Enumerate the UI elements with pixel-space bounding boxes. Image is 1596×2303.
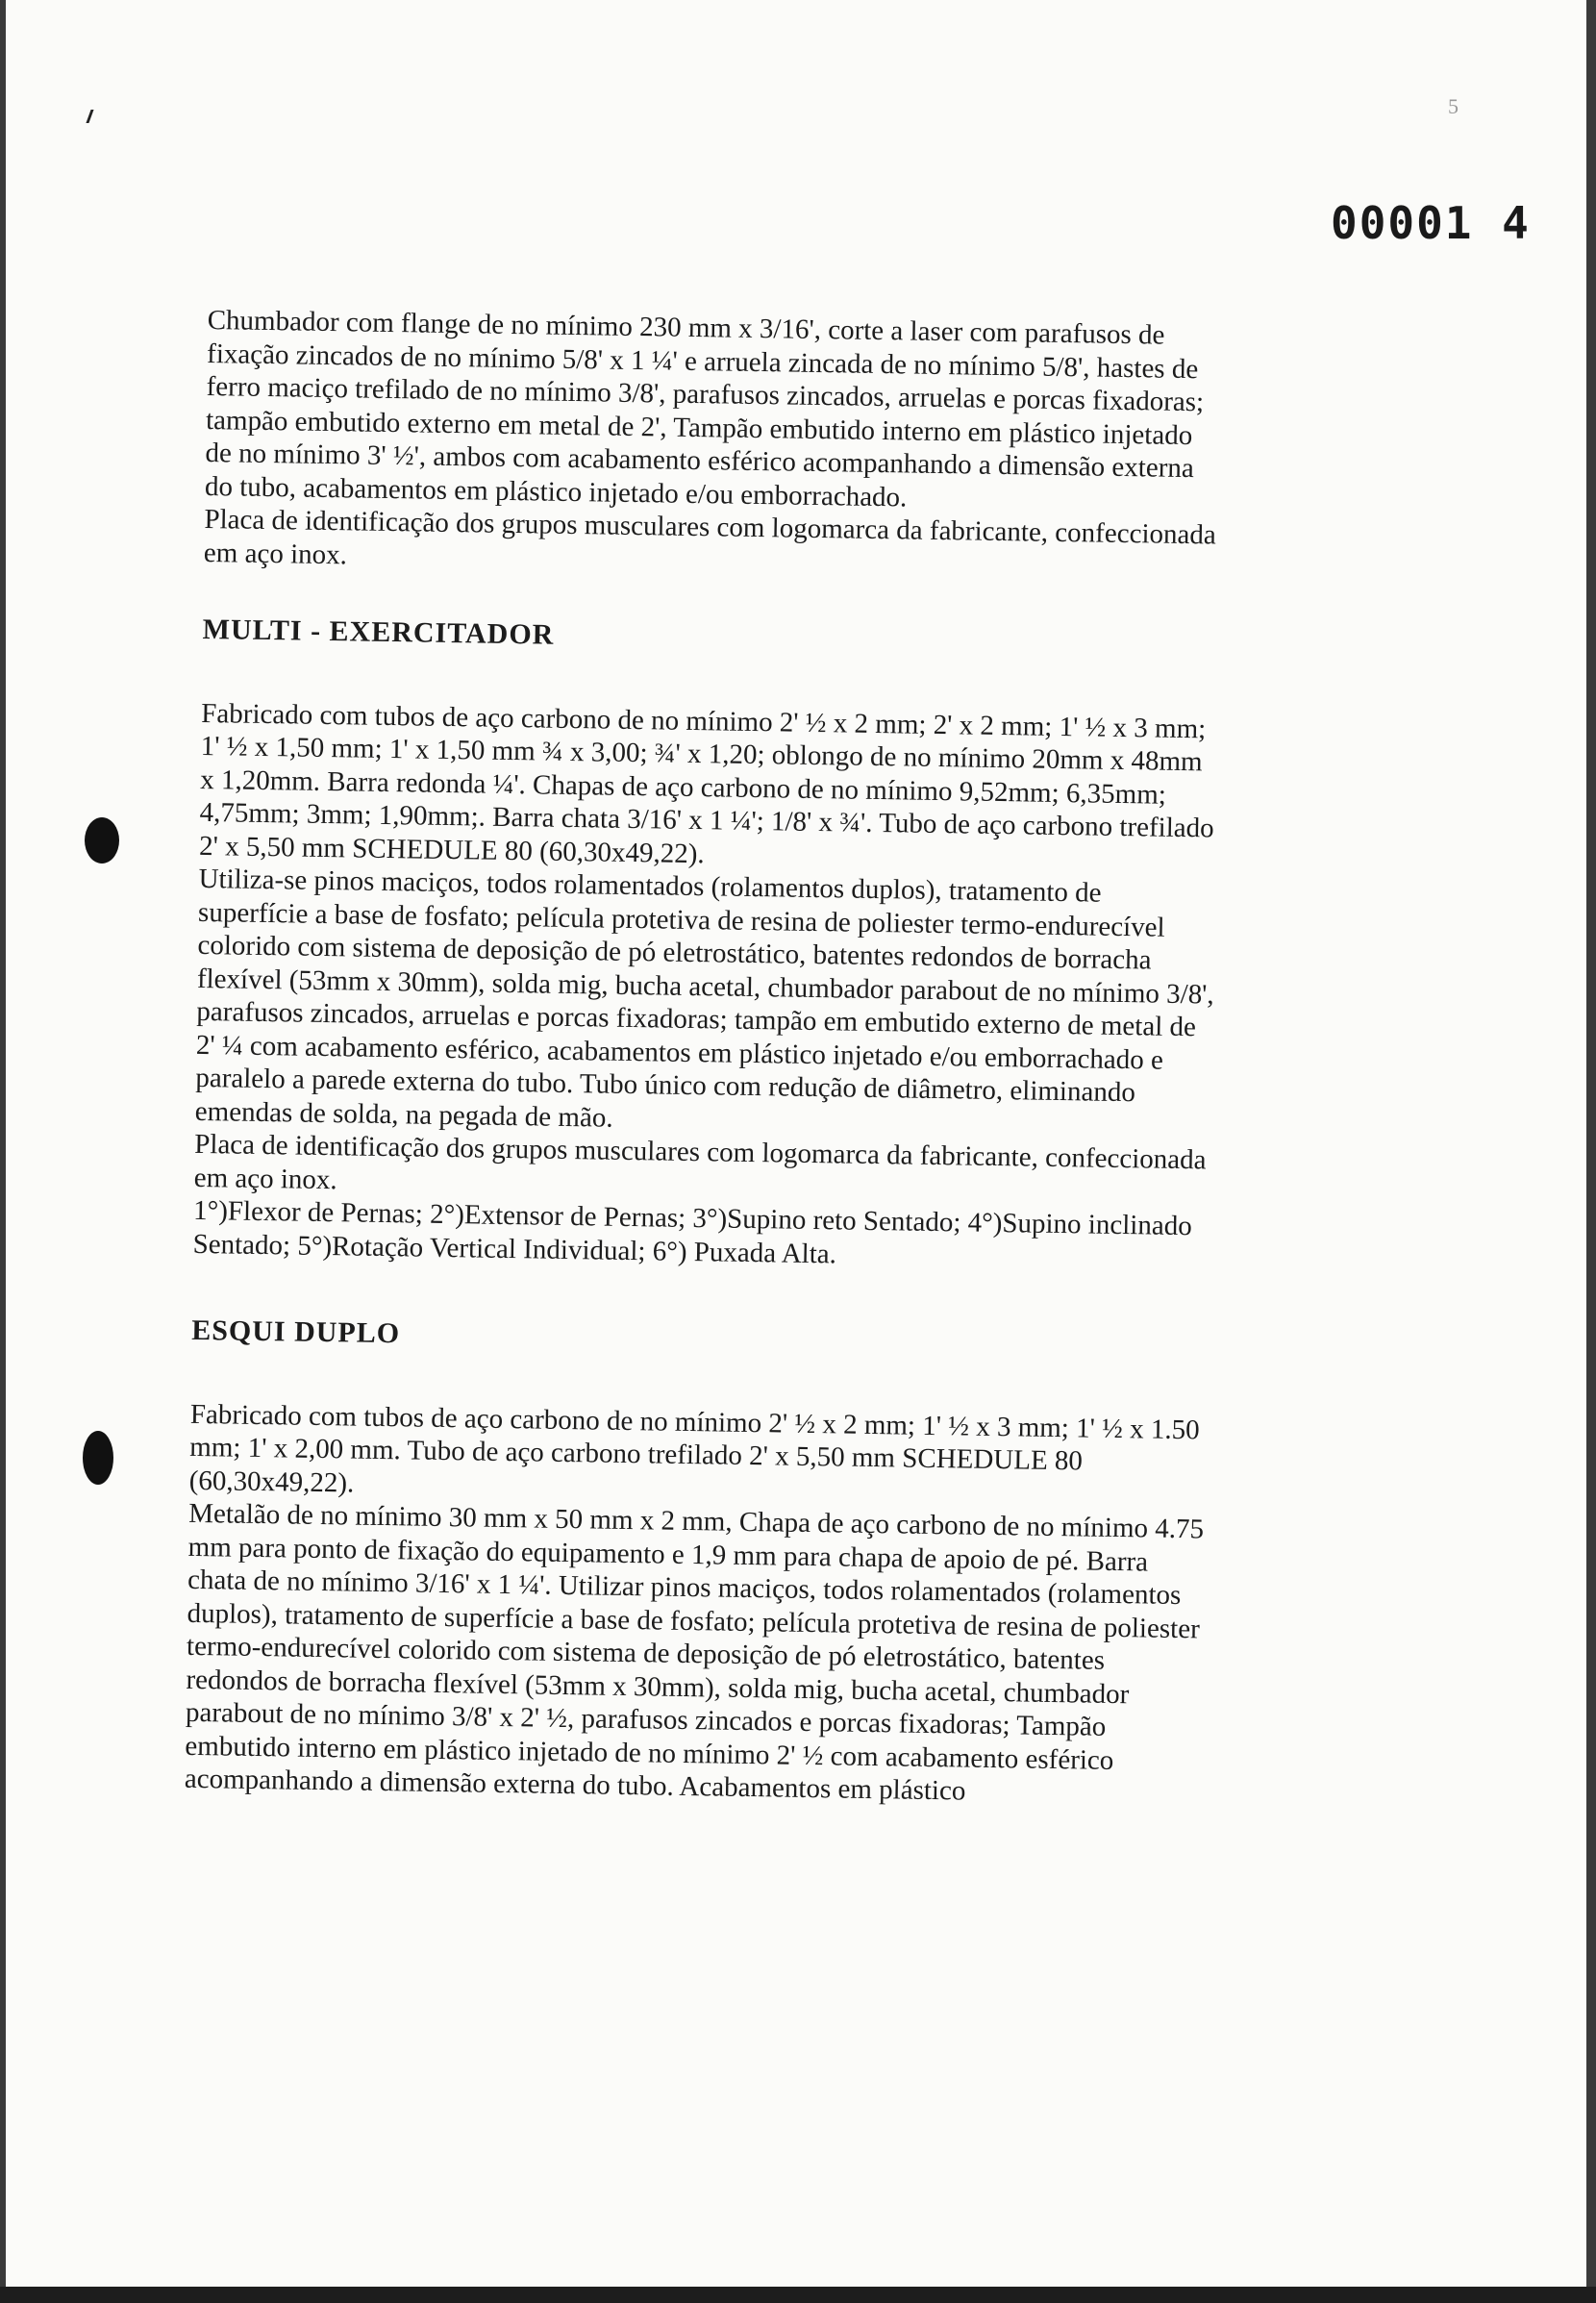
paragraph: Placa de identificação dos grupos musculares com logomarca da fabricante, confeccionada em aço inox. [203,503,1217,570]
document-page [6,0,1586,2287]
paragraph: Utiliza-se pinos maciços, todos rolamentados (rolamentos duplos), tratamento de superfície a base de fosfato; película protetiva de resina de poliester termo-endurecível colorido com sistema de deposição de pó eletrostático, batentes redondos de borracha flexível (53mm x 30mm), solda mig, bucha acetal, chumbador parabout de no mínimo 3/8', parafusos zincados, arruelas e porcas fixadoras; tampão em embutido externo de metal de 2' ¼ com acabamento esférico, acabamentos em plástico injetado e/ou emborrachado e paralelo a parede externa do tubo. Tubo único com redução de diâmetro, eliminando emendas de solda, na pegada de mão. [194,863,1214,1134]
section-heading: ESQUI DUPLO [190,1314,401,1350]
paragraph: Chumbador com flange de no mínimo 230 mm x 3/16', corte a laser com parafusos de fixação zincados de no mínimo 5/8' x 1 ¼' e arruela zincada de no mínimo 5/8', hastes de ferro maciço trefilado de no mínimo 3/8', parafusos zincados, arruelas e porcas fixadoras; tampão embutido externo em metal de 2', Tampão embutido interno em plástico injetado de no mínimo 3' ½', ambos com acabamento esférico acompanhando a dimensão externa do tubo, acabamentos em plástico injetado e/ou emborrachado. [204,304,1205,513]
paragraph: Metalão de no mínimo 30 mm x 50 mm x 2 mm, Chapa de aço carbono de no mínimo 4.75 mm para ponto de fixação do equipamento e 1,9 mm para chapa de apoio de pé. Barra chata de no mínimo 3/16' x 1 ¼'. Utilizar pinos maciços, todos rolamentados (rolamentos duplos), tratamento de superfície a base de fosfato; película protetiva de resina de poliester termo-endurecível colorido com sistema de deposição de pó eletrostático, batentes redondos de borracha flexível (53mm x 30mm), solda mig, bucha acetal, chumbador parabout de no mínimo 3/8' x 2' ½, parafusos zincados e porcas fixadoras; Tampão embutido interno em plástico injetado de no mínimo 2' ½ com acabamento esférico acompanhando a dimensão externa do tubo. Acabamentos em plástico [184,1497,1205,1807]
section-heading: MULTI - EXERCITADOR [202,613,555,651]
document-body [185,304,1227,1812]
section-esqui-duplo [185,1314,1211,1812]
punch-hole-upper [85,817,119,864]
paragraph: Placa de identificação dos grupos musculares com logomarca da fabricante, confeccionada em aço inox. [193,1128,1207,1195]
section-intro [204,304,1227,586]
scan-mark [86,110,103,123]
punch-hole-lower [83,1431,113,1485]
paragraph: 1°)Flexor de Pernas; 2°)Extensor de Pernas; 3°)Supino reto Sentado; 4°)Supino inclinado Sentado; 5°)Rotação Vertical Individual; 6°) Puxada Alta. [192,1194,1192,1269]
page-number: 5 [1448,94,1459,118]
paragraph: Fabricado com tubos de aço carbono de no mínimo 2' ½ x 2 mm; 2' x 2 mm; 1' ½ x 3 mm; 1' ½ x 1,50 mm; 1' x 1,50 mm ¾ x 3,00; ¾' x 1,20; oblongo de no mínimo 20mm x 48mm x 1,20mm. Barra redonda ¼'. Chapas de aço carbono de no mínimo 9,52mm; 6,35mm; 4,75mm; 3mm; 1,90mm;. Barra chata 3/16' x 1 ¼'; 1/8' x ¾'. Tubo de aço carbono trefilado 2' x 5,50 mm SCHEDULE 80 (60,30x49,22). [198,697,1214,869]
section-multi-exercitador [192,613,1221,1277]
document-id-stamp: 00001 4 [1331,197,1531,249]
scan-border [0,2287,1596,2303]
paragraph: Fabricado com tubos de aço carbono de no mínimo 2' ½ x 2 mm; 1' ½ x 3 mm; 1' ½ x 1.50 mm; 1' x 2,00 mm. Tubo de aço carbono trefilado 2' x 5,50 mm SCHEDULE 80 (60,30x49,22). [188,1398,1200,1499]
